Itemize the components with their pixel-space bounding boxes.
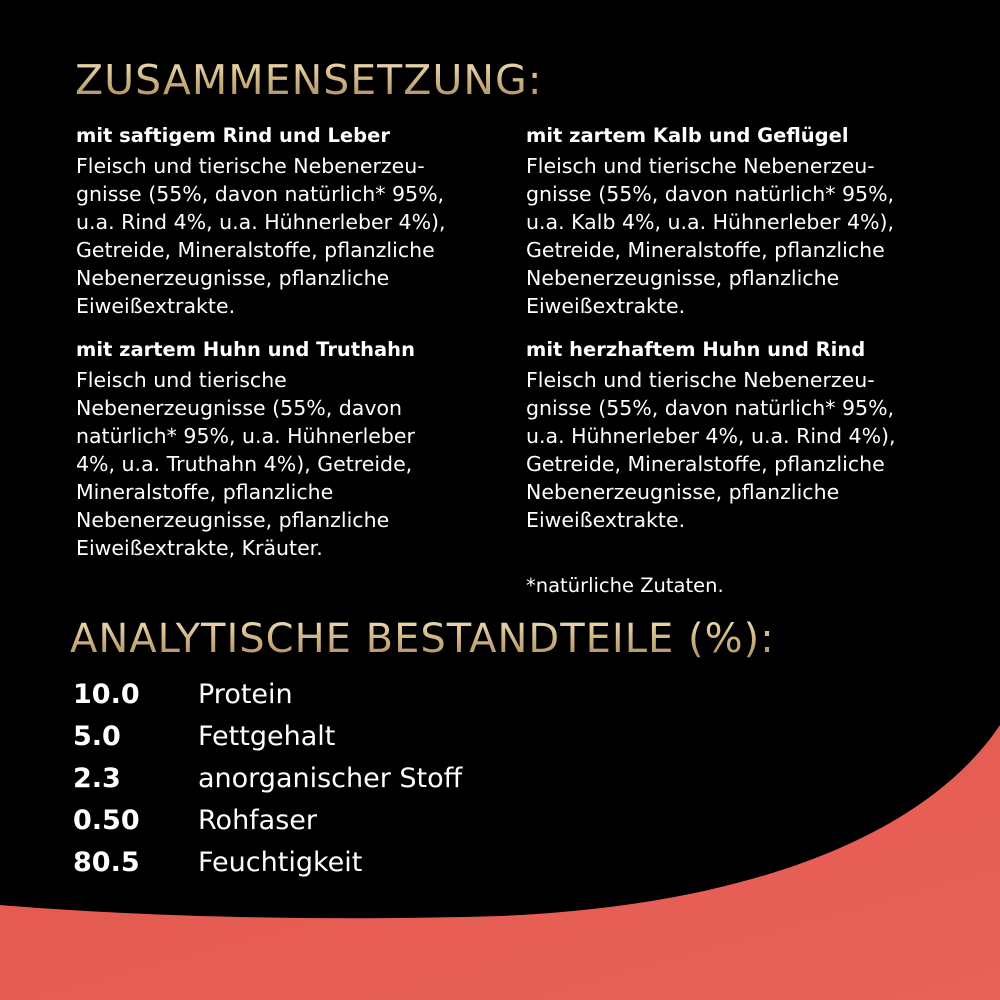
composition-variant-chicken-turkey (76, 338, 496, 562)
analysis-value: 10.0 (73, 679, 140, 710)
variant-ingredients: Fleisch und tierische Nebenerzeu- gnisse (55%, davon natürlich* 95%, u.a. Hühnerleber 4%, u.a. Rind 4%), Getreide, Mineralstoffe, pflanzliche Nebenerzeugnisse, pflanzliche Eiweißextrakte. (526, 368, 896, 532)
analysis-value: 0.50 (73, 805, 140, 836)
analysis-row-fat (73, 720, 335, 754)
analysis-label: Protein (198, 679, 293, 710)
variant-title: mit saftigem Rind und Leber (76, 124, 390, 147)
analysis-label: Fettgehalt (198, 721, 336, 752)
composition-variant-beef-liver (76, 124, 496, 320)
analysis-row-protein (73, 678, 293, 712)
variant-ingredients: Fleisch und tierische Nebenerzeu- gnisse (55%, davon natürlich* 95%, u.a. Rind 4%, u.a. Hühnerleber 4%), Getreide, Mineralstoffe, pflanzliche Nebenerzeugnisse, pflanzliche Eiweißextrakte. (76, 154, 446, 318)
analysis-label: Feuchtigkeit (198, 847, 363, 878)
analysis-value: 2.3 (73, 763, 121, 794)
variant-ingredients: Fleisch und tierische Nebenerzeu- gnisse (55%, davon natürlich* 95%, u.a. Kalb 4%, u.a. Hühnerleber 4%), Getreide, Mineralstoffe, pflanzliche Nebenerzeugnisse, pflanzliche Eiweißextrakte. (526, 154, 895, 318)
analysis-value: 5.0 (73, 721, 121, 752)
variant-title: mit zartem Huhn und Truthahn (76, 338, 415, 361)
composition-heading: ZUSAMMENSETZUNG: (75, 56, 543, 104)
variant-title: mit zartem Kalb und Geflügel (526, 124, 849, 147)
analysis-label: anorganischer Stoff (198, 763, 463, 794)
variant-ingredients: Fleisch und tierische Nebenerzeugnisse (55%, davon natürlich* 95%, u.a. Hühnerleber 4%, u.a. Truthahn 4%), Getreide, Mineralstoffe, pflanzliche Nebenerzeugnisse, pflanzliche Eiweißextrakte, Kräuter. (76, 368, 415, 560)
composition-variant-veal-poultry (526, 124, 946, 320)
variant-title: mit herzhaftem Huhn und Rind (526, 338, 866, 361)
analysis-heading: ANALYTISCHE BESTANDTEILE (%): (70, 616, 775, 662)
analysis-row-ash (73, 762, 462, 796)
analysis-row-moisture (73, 846, 362, 880)
analysis-label: Rohfaser (198, 805, 318, 836)
composition-variant-chicken-beef (526, 338, 946, 534)
analysis-value: 80.5 (73, 847, 140, 878)
footnote: *natürliche Zutaten. (526, 574, 724, 597)
analysis-row-fiber (73, 804, 317, 838)
